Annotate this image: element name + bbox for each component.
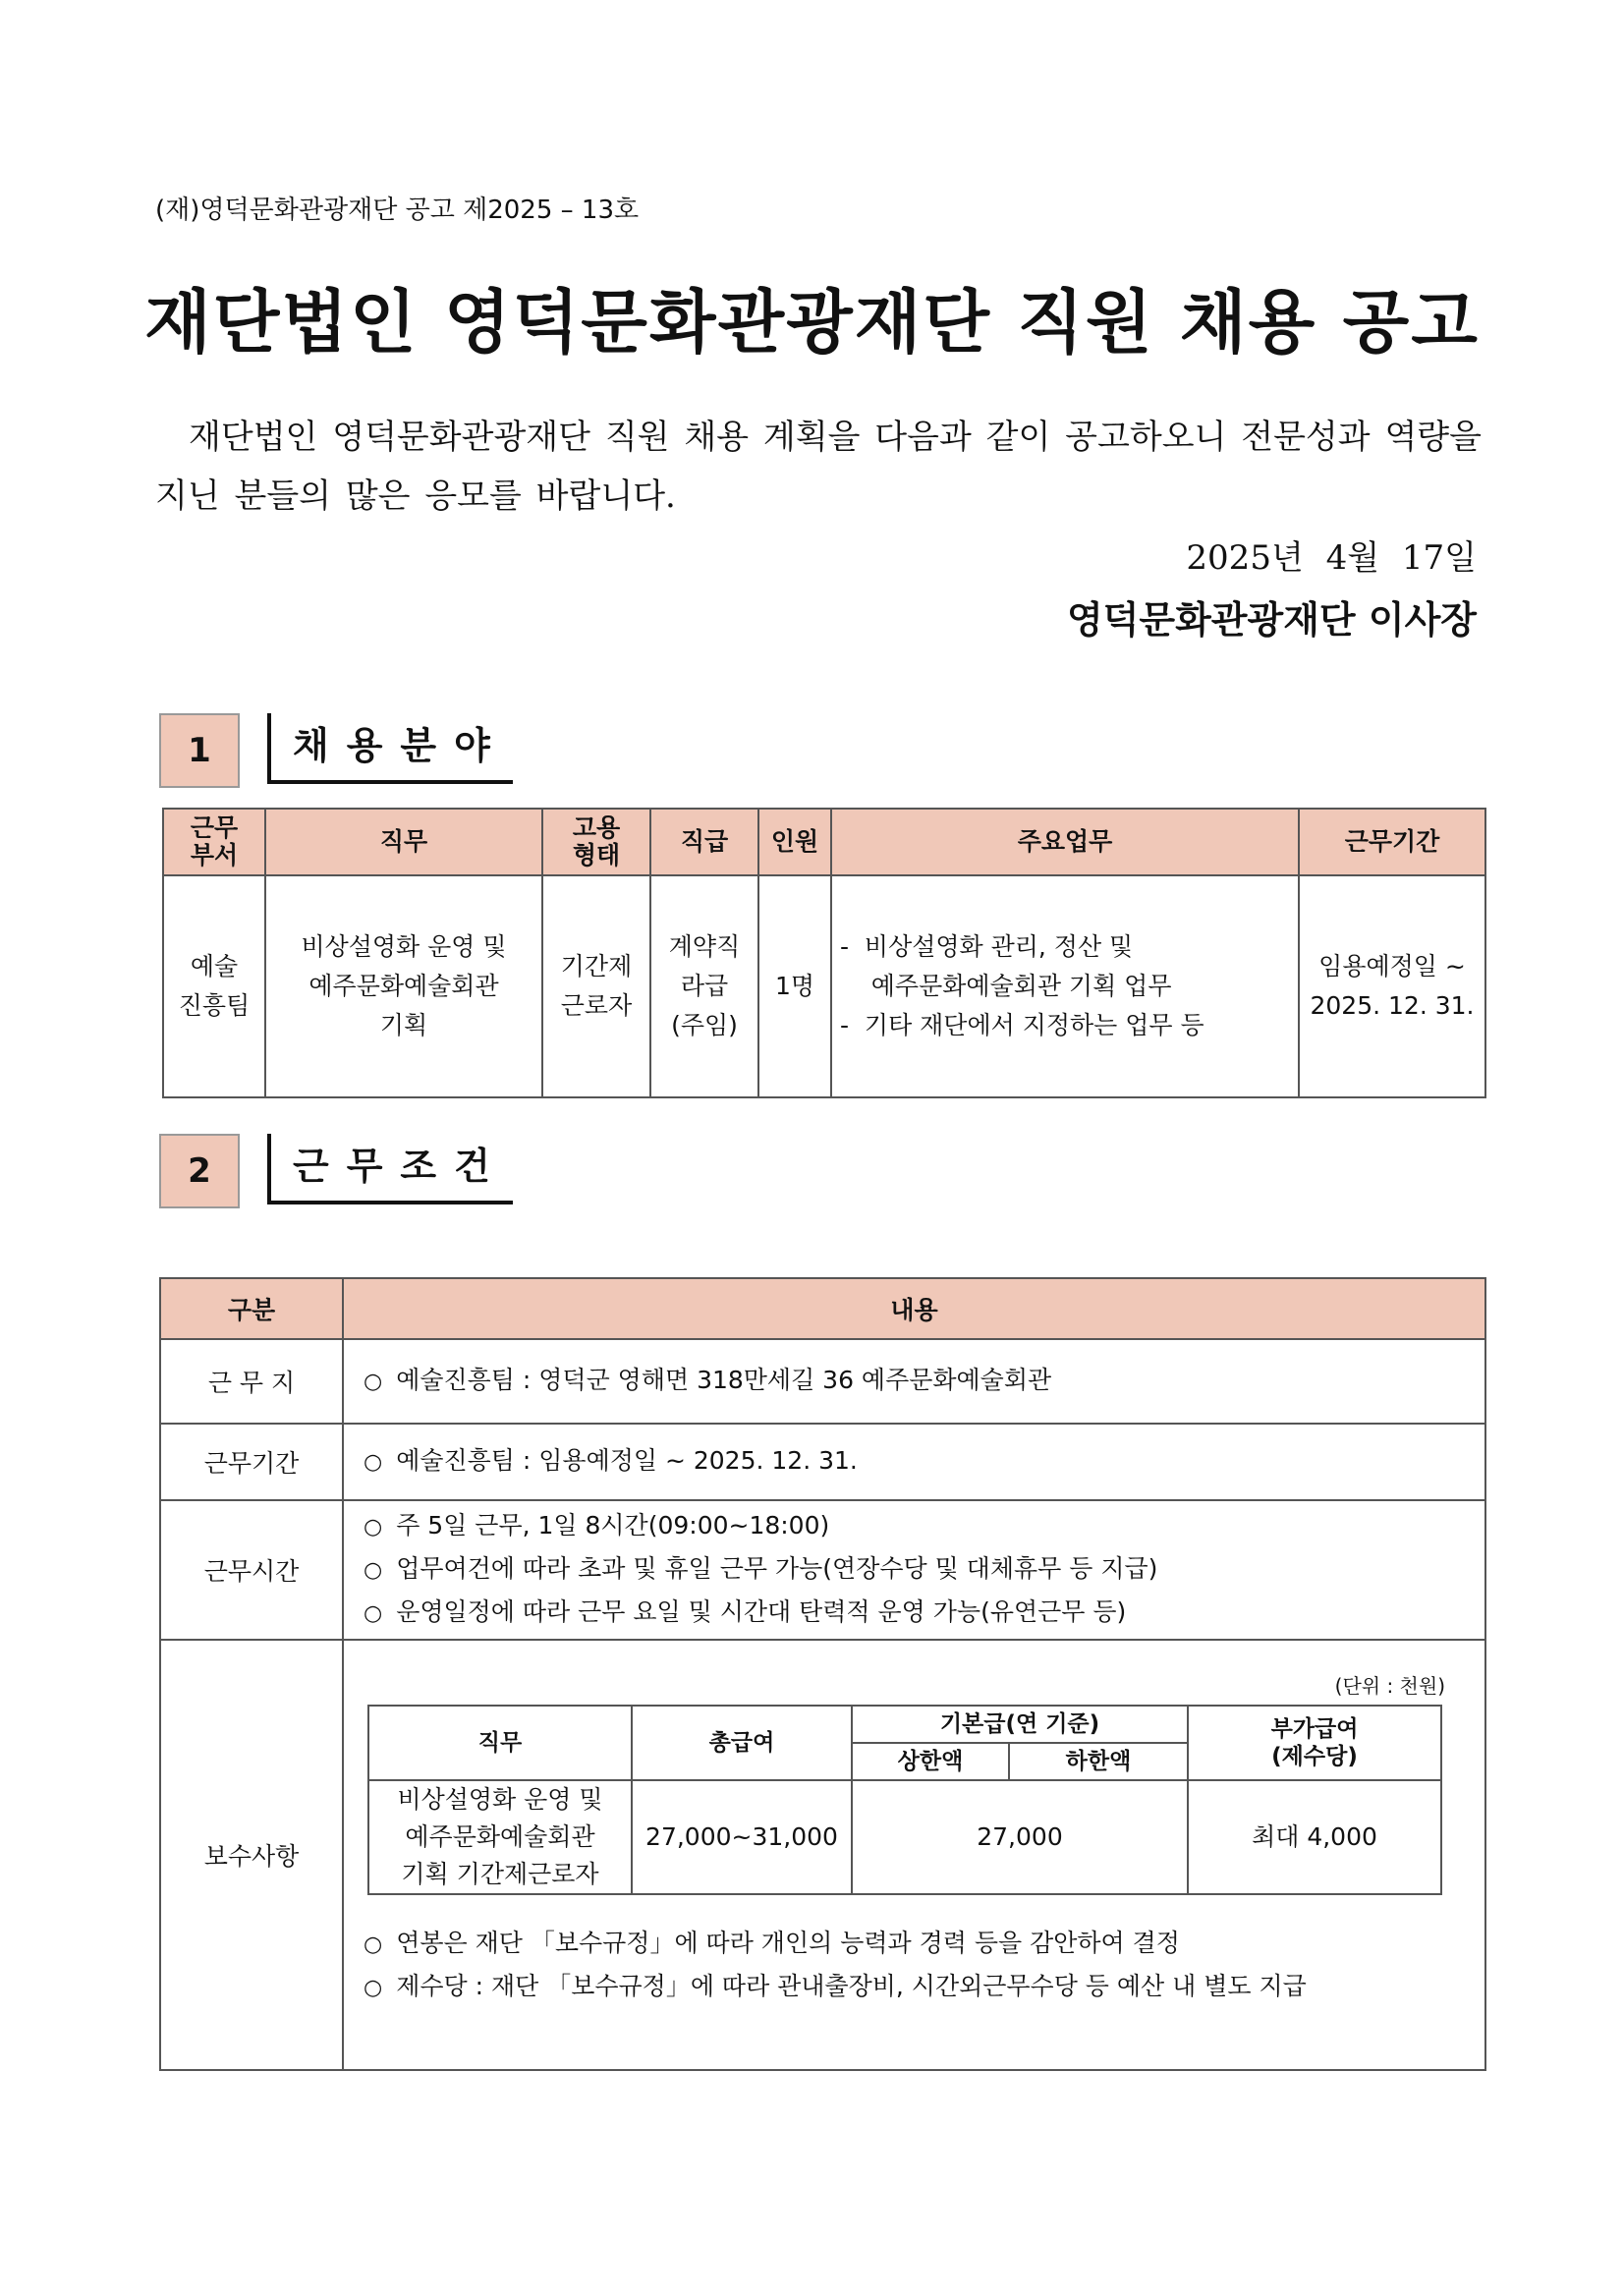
cell-line: 임용예정일 ~ (1318, 952, 1466, 980)
bullet-icon: ○ (364, 1932, 383, 1957)
section-1-number: 1 (159, 713, 240, 788)
header-category: 구분 (160, 1278, 343, 1339)
pay-cell-total: 27,000~31,000 (632, 1780, 852, 1894)
content-text: 업무여건에 따라 초과 및 휴일 근무 가능(연장수당 및 대체휴무 등 지급) (396, 1554, 1158, 1583)
row-label: 근 무 지 (160, 1339, 343, 1424)
bullet-icon: ○ (364, 1450, 383, 1475)
cell-count: 1명 (758, 875, 831, 1097)
pay-header-base: 기본급(연 기준) (852, 1706, 1188, 1743)
content-item (364, 1966, 1484, 2009)
pay-notes (364, 1923, 1484, 2009)
row-hours (160, 1500, 1485, 1640)
pay-header-extra-line: 부가급여 (1270, 1716, 1359, 1742)
cell-line: 기획 (379, 1011, 428, 1039)
cell-line: 예주문화예술회관 기획 업무 (840, 972, 1172, 1000)
intro-paragraph (155, 408, 1482, 526)
cell-line: 비상설영화 운영 및 (301, 932, 507, 961)
cell-line: 비상설영화 운영 및 (397, 1785, 603, 1814)
content-text: 주 5일 근무, 1일 8시간(09:00~18:00) (396, 1511, 830, 1540)
pay-header-total: 총급여 (632, 1706, 852, 1780)
conditions-header-row (160, 1278, 1485, 1339)
pay-header-extra-line: (제수당) (1271, 1744, 1358, 1769)
pay-table (367, 1705, 1442, 1895)
recruitment-row (163, 875, 1485, 1097)
cell-line: - 비상설영화 관리, 정산 및 (840, 932, 1134, 961)
content-item (364, 1548, 1484, 1592)
row-period (160, 1424, 1485, 1500)
content-item (364, 1592, 1484, 1635)
signer: 영덕문화관광재단 이사장 (1066, 598, 1477, 642)
header-employment-line: 고용 (572, 813, 621, 842)
header-employment (542, 809, 650, 875)
row-content (343, 1424, 1485, 1500)
row-location (160, 1339, 1485, 1424)
row-content (343, 1339, 1485, 1424)
content-text: 예술진흥팀 : 임용예정일 ~ 2025. 12. 31. (396, 1446, 858, 1475)
content-item (364, 1923, 1484, 1966)
header-job: 직무 (265, 809, 542, 875)
cell-employment (542, 875, 650, 1097)
header-dept-line: 부서 (190, 841, 239, 869)
section-1-title: 채용분야 (267, 713, 513, 784)
cell-line: 라급 (680, 972, 729, 1000)
pay-header-lower: 하한액 (1009, 1743, 1188, 1780)
cell-line: 계약직 (668, 932, 741, 961)
pay-row (368, 1780, 1441, 1894)
pay-header-upper: 상한액 (852, 1743, 1009, 1780)
notice-date: 2025년 4월 17일 (1186, 538, 1477, 578)
pay-cell-extra: 최대 4,000 (1188, 1780, 1441, 1894)
row-pay (160, 1640, 1485, 2070)
bullet-icon: ○ (364, 1558, 383, 1583)
header-employment-line: 형태 (572, 841, 621, 869)
section-2-number: 2 (159, 1134, 240, 1208)
content-item (364, 1440, 1484, 1484)
row-content (343, 1640, 1485, 2070)
pay-cell-base: 27,000 (852, 1780, 1188, 1894)
content-text: 예술진흥팀 : 영덕군 영해면 318만세길 36 예주문화예술회관 (396, 1366, 1052, 1394)
content-item (364, 1505, 1484, 1548)
row-label: 근무기간 (160, 1424, 343, 1500)
cell-line: (주임) (671, 1011, 738, 1039)
cell-line: - 기타 재단에서 지정하는 업무 등 (840, 1011, 1204, 1039)
row-label: 보수사항 (160, 1640, 343, 2070)
row-content (343, 1500, 1485, 1640)
cell-line: 진흥팀 (178, 991, 251, 1020)
pay-cell-job (368, 1780, 632, 1894)
content-text: 연봉은 재단 「보수규정」에 따라 개인의 능력과 경력 등을 감안하여 결정 (396, 1929, 1180, 1957)
page-title: 재단법인 영덕문화관광재단 직원 채용 공고 (144, 282, 1480, 363)
recruitment-table (162, 808, 1486, 1098)
bullet-icon: ○ (364, 1976, 383, 2000)
unit-note: (단위 : 천원) (1334, 1674, 1445, 1698)
content-text: 제수당 : 재단 「보수규정」에 따라 관내출장비, 시간외근무수당 등 예산 내 별도 지급 (396, 1972, 1307, 2000)
cell-line: 예주문화예술회관 (405, 1822, 595, 1851)
content-item (364, 1360, 1484, 1403)
header-grade: 직급 (650, 809, 758, 875)
cell-period (1299, 875, 1485, 1097)
cell-line: 예주문화예술회관 (308, 972, 499, 1000)
header-duties: 주요업무 (831, 809, 1299, 875)
header-dept-line: 근무 (190, 813, 239, 842)
cell-line: 근로자 (560, 991, 633, 1020)
bullet-icon: ○ (364, 1370, 383, 1394)
pay-header-row (368, 1706, 1441, 1743)
cell-duties (831, 875, 1299, 1097)
pay-header-extra (1188, 1706, 1441, 1780)
cell-grade (650, 875, 758, 1097)
section-2-title: 근무조건 (267, 1134, 513, 1204)
conditions-table (159, 1277, 1486, 2071)
intro-text: 재단법인 영덕문화관광재단 직원 채용 계획을 다음과 같이 공고하오니 전문성과 역량을 지닌 분들의 많은 응모를 바랍니다. (155, 418, 1482, 516)
content-text: 운영일정에 따라 근무 요일 및 시간대 탄력적 운영 가능(유연근무 등) (396, 1597, 1127, 1626)
header-dept (163, 809, 265, 875)
notice-number: (재)영덕문화관광재단 공고 제2025 – 13호 (155, 196, 640, 225)
recruitment-header-row (163, 809, 1485, 875)
cell-line: 예술 (190, 952, 239, 980)
cell-line: 기간제 (560, 952, 633, 980)
pay-header-job: 직무 (368, 1706, 632, 1780)
bullet-icon: ○ (364, 1515, 383, 1540)
cell-line: 2025. 12. 31. (1310, 991, 1475, 1020)
cell-job (265, 875, 542, 1097)
header-count: 인원 (758, 809, 831, 875)
header-period: 근무기간 (1299, 809, 1485, 875)
header-content: 내용 (343, 1278, 1485, 1339)
cell-line: 기획 기간제근로자 (401, 1860, 599, 1888)
cell-dept (163, 875, 265, 1097)
bullet-icon: ○ (364, 1601, 383, 1626)
row-label: 근무시간 (160, 1500, 343, 1640)
